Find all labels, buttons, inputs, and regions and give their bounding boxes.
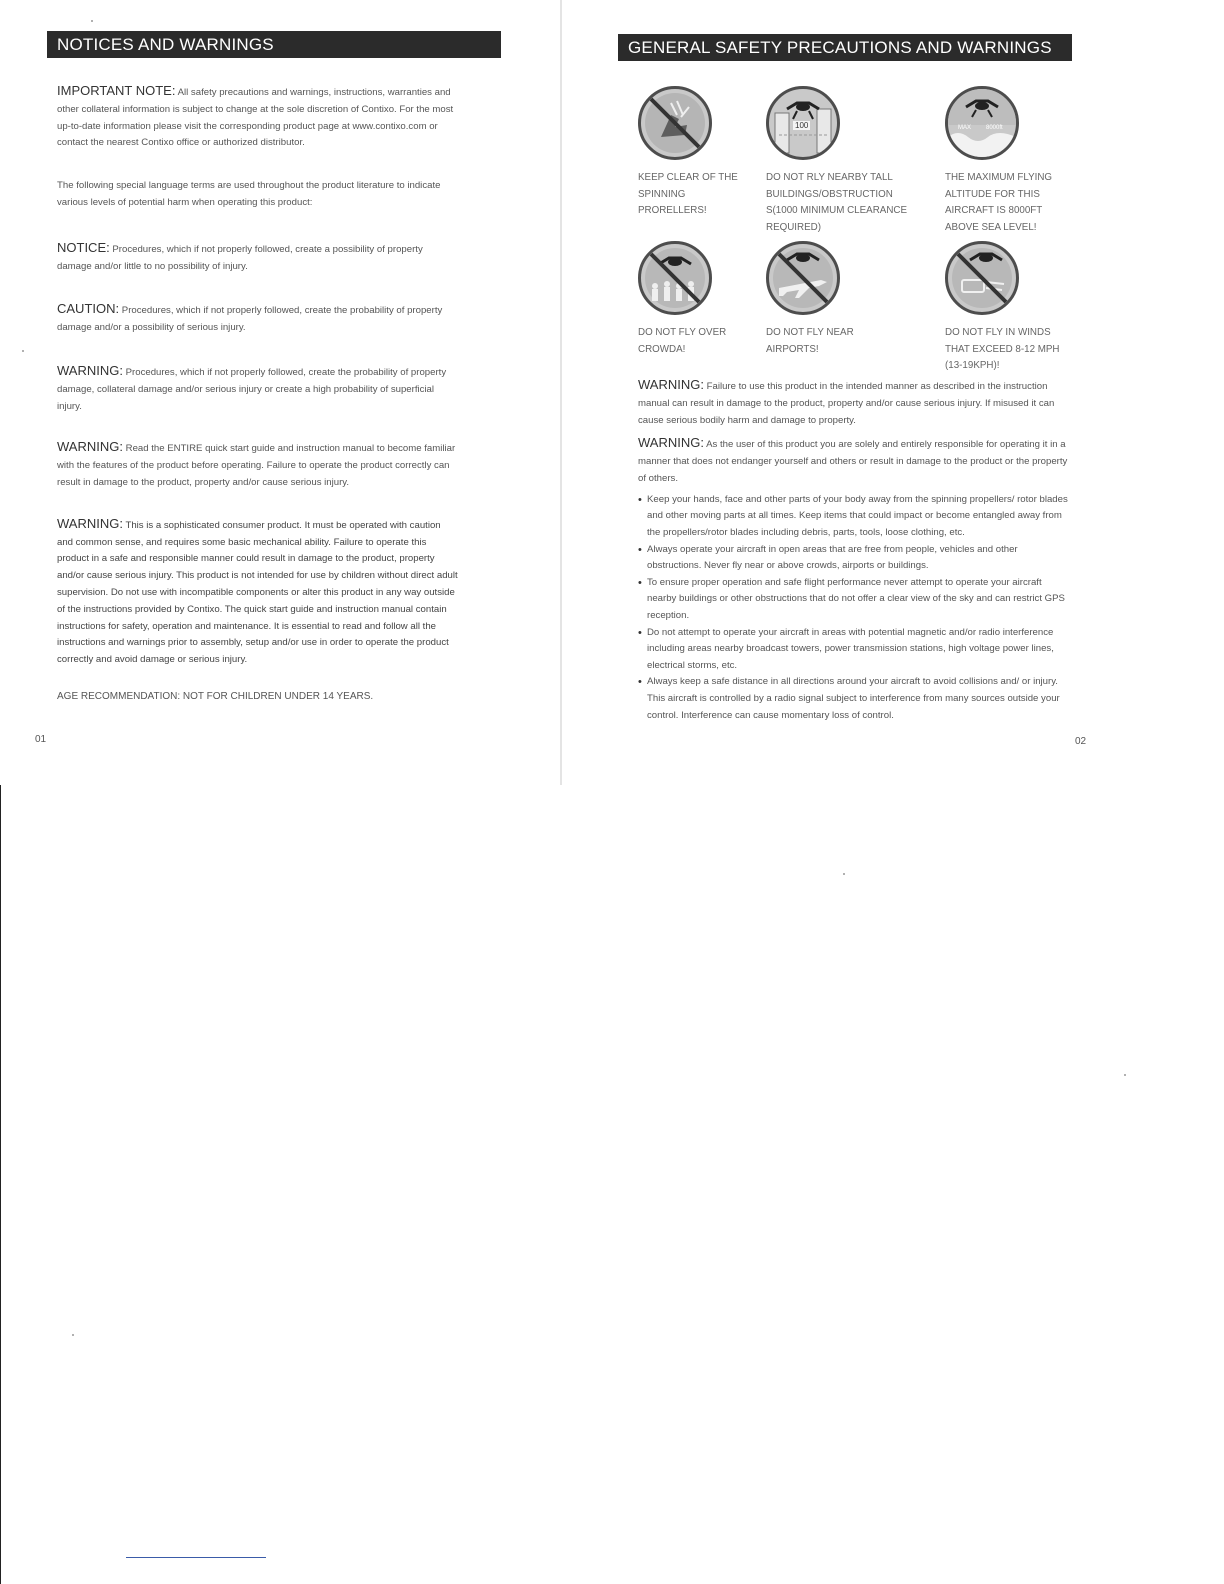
notice-text: Procedures, which if not properly followed, create a possibility of property damage and/or little to no possibility of injury. [57,243,423,272]
warning-read-manual-paragraph [57,439,459,491]
icon-cell-propellers [638,86,748,220]
warning-responsibility-text: As the user of this product you are solely and entirely responsible for operating it in a manner that does not endanger yourself and others or result in damage to the product or the property of others. [638,439,1068,484]
no-high-winds-drone-icon [945,241,1019,315]
warning-misuse-term: WARNING: [638,377,704,392]
caption-propellers: KEEP CLEAR OF THE SPINNING PRORELLERS! [638,172,738,216]
right-page [562,0,1142,785]
warning-responsibility-term: WARNING: [638,435,704,451]
icon-cell-crowds [638,241,758,358]
bullet-item: • Always operate your aircraft in open areas that are free from people, vehicles and other obstructions. Never fly near or above crowds, airports or buildings. [638,542,1068,575]
warning-sophisticated-product-term: WARNING: [57,515,123,531]
warning-definition-paragraph [57,363,459,415]
right-page-body [638,377,1068,724]
notice-term: NOTICE: [57,239,110,255]
tall-buildings-drone-icon [766,86,840,160]
warning-sophisticated-product-paragraph [57,516,459,669]
scan-speck [22,350,24,352]
icon-cell-buildings [766,86,916,236]
bullet-item: • Always keep a safe distance in all directions around your aircraft to avoid collisions and/ or injury. This aircraft is controlled by a radio signal subject to interference from many sources outside your control. Interference can cause momentary loss of control. [638,674,1068,724]
warning-sophisticated-product-text: This is a sophisticated consumer product. It must be operated with caution and common sense, and requires some basic mechanical ability. Failure to operate this product in a safe and responsible manner could result in damage to the product, property and/or cause serious injury. This product is not intended for use by children without direct adult supervision. Do not use with incompatible components or alter this product in any way outside of the instructions provided by Contixo. The quick start guide and instruction manual contain instructions for safety, operation and maintenance. It is essential to read and follow all the instructions and warnings prior to assembly, setup and/or use in order to operate the product correctly and avoid damage or serious injury. [57,519,458,666]
warning-definition-text: Procedures, which if not properly followed, create the probability of property damage, collateral damage and/or serious injury or create a high probability of superficial injury. [57,366,447,412]
bullet-item: • Keep your hands, face and other parts of your body away from the spinning propellers/ rotor blades and other moving parts at all times. Keep items that could impact or become entangled away from the propellers/rotor blades including debris, parts, tools, loose clothing, etc. [638,492,1068,542]
warning-definition-term: WARNING: [57,362,123,378]
left-page [0,0,562,785]
safety-bullet-list [638,492,1068,724]
caption-buildings: DO NOT RLY NEARBY TALL BUILDINGS/OBSTRUCTION S(1000 MINIMUM CLEARANCE REQUIRED) [766,172,907,233]
caution-paragraph [57,301,459,337]
language-terms-paragraph [57,178,459,212]
scan-speck [91,20,93,22]
caption-winds: DO NOT FLY IN WINDS THAT EXCEED 8-12 MPH (13-19KPH)! [945,327,1060,371]
max-label: MAX [958,125,972,131]
page-number-right: 02 [1075,736,1087,747]
section-banner-notices: NOTICES AND WARNINGS [47,31,501,58]
scan-edge-line [0,785,1,1584]
language-terms-text: The following special language terms are used throughout the product literature to indicate various levels of potential harm when operating this product: [57,180,441,208]
scan-speck [1124,1074,1126,1076]
scan-speck [843,873,845,875]
warning-read-manual-text: Read the ENTIRE quick start guide and instruction manual to become familiar with the features of the product before operating. Failure to operate the product correctly can result in damage to the product, property and/or cause serious injury. [57,443,456,488]
page-number-left: 01 [35,734,47,745]
important-note-text: All safety precautions and warnings, instructions, warranties and other collateral information is subject to change at the sole discretion of Contixo. For the most up-to-date information please visit the corresponding product page at www.contixo.com or contact the nearest Contixo office or authorized distributor. [57,87,454,149]
no-crowds-drone-icon [638,241,712,315]
caution-text: Procedures, which if not properly followed, create the probability of property damage and/or a possibility of serious injury. [57,305,443,334]
warning-responsibility-paragraph [638,435,1068,487]
icon-cell-airports [766,241,896,358]
bullet-item: • Do not attempt to operate your aircraft in areas with potential magnetic and/or radio interference including areas nearby broadcast towers, power transmission stations, high voltage power lines, electrical storms, etc. [638,625,1068,675]
warning-read-manual-term: WARNING: [57,439,123,455]
scan-underline-mark [126,1557,266,1558]
spinning-propeller-hand-icon [638,86,712,160]
left-page-body [57,83,459,722]
notice-paragraph [57,240,459,276]
caption-altitude: THE MAXIMUM FLYING ALTITUDE FOR THIS AIRCRAFT IS 8000FT ABOVE SEA LEVEL! [945,172,1053,233]
caution-term: CAUTION: [57,301,120,317]
important-note-paragraph [57,83,459,152]
section-banner-safety: GENERAL SAFETY PRECAUTIONS AND WARNINGS [618,34,1072,61]
age-recommendation: AGE RECOMMENDATION: NOT FOR CHILDREN UNDER 14 YEARS. [57,690,374,702]
important-note-term: IMPORTANT NOTE: [57,83,176,98]
no-airports-drone-icon [766,241,840,315]
icon-cell-altitude [945,86,1075,236]
warning-misuse-text: Failure to use this product in the intended manner as described in the instruction manual can result in damage to the product, property and/or cause serious injury. If misused it can cause serious bodily harm and damage to property. [638,381,1055,426]
icon-cell-winds [945,241,1075,375]
max-altitude-drone-icon [945,86,1019,160]
safety-icon-grid [638,86,1078,376]
clearance-label: 100 [795,121,809,130]
caption-crowds: DO NOT FLY OVER CROWDA! [638,327,727,355]
scan-speck [72,1334,74,1336]
bullet-item: • To ensure proper operation and safe flight performance never attempt to operate your aircraft nearby buildings or other obstructions that do not offer a clear view of the sky and can restrict GPS reception. [638,575,1068,625]
altitude-label: 8000ft [986,125,1003,131]
caption-airports: DO NOT FLY NEAR AIRPORTS! [766,327,854,355]
warning-misuse-paragraph [638,377,1068,429]
